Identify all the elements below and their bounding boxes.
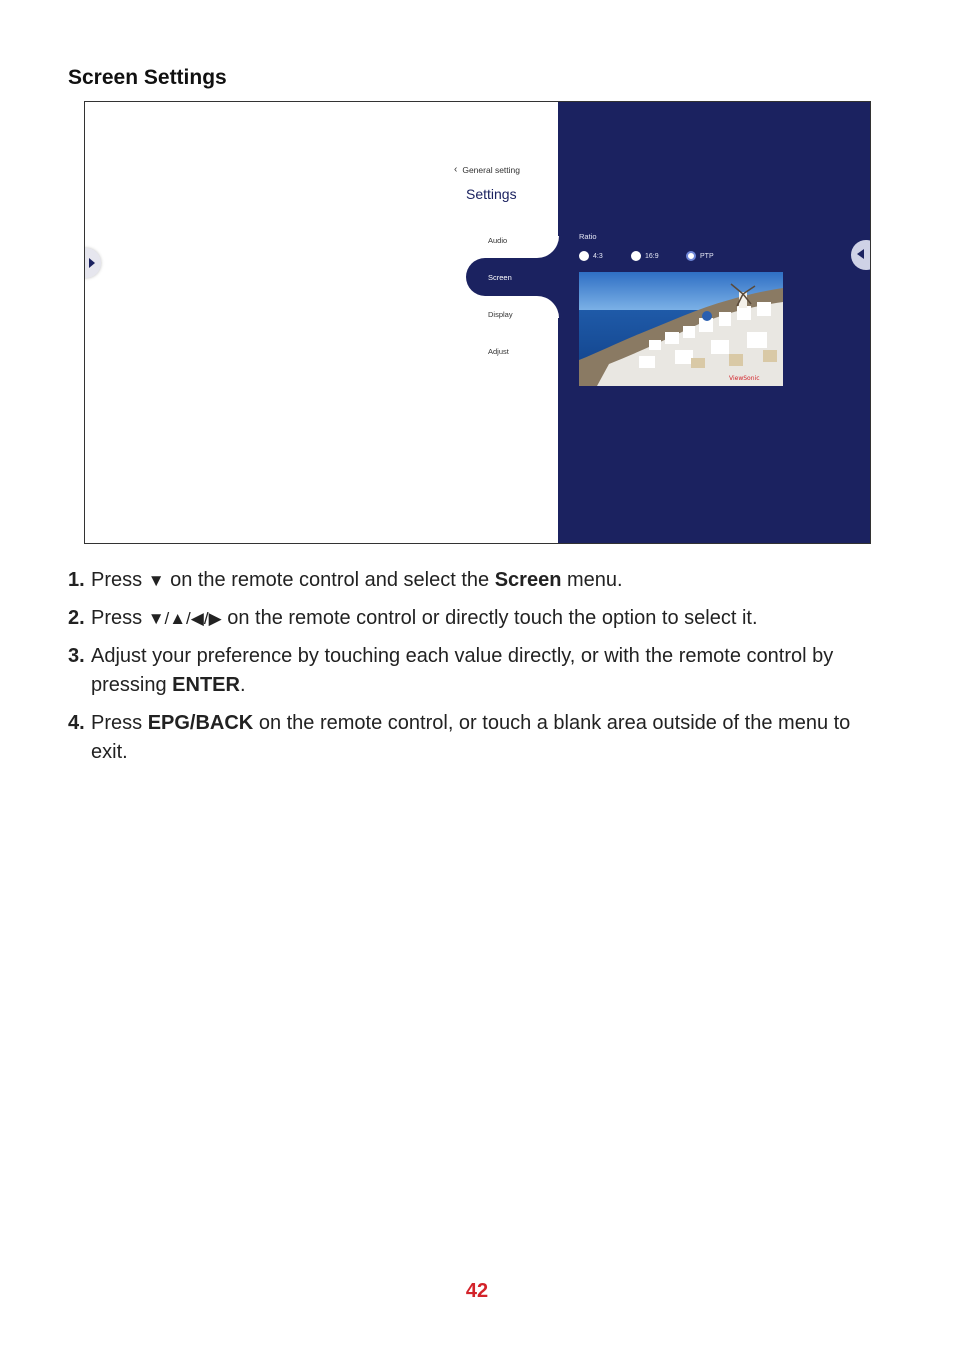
play-left-icon [857, 249, 864, 259]
instruction-steps [68, 566, 888, 776]
step-4 [68, 709, 888, 767]
step-text: menu. [561, 569, 623, 591]
step-1 [68, 566, 888, 595]
section-title: Screen Settings [68, 66, 227, 89]
santorini-photo [579, 272, 783, 386]
chevron-left-icon: ‹ [454, 164, 458, 175]
arrow-down-icon: ▼ [147, 571, 165, 590]
breadcrumb-label: General setting [462, 165, 520, 175]
menu-item-display[interactable]: Display [488, 310, 513, 319]
menu-item-screen-label: Screen [488, 273, 512, 282]
preview-photo [579, 272, 783, 386]
ratio-option-label: 16:9 [645, 252, 659, 260]
breadcrumb[interactable] [454, 165, 520, 175]
step-text: Press [91, 569, 148, 591]
ratio-option-ptp[interactable] [686, 251, 714, 261]
step-text: on the remote control, or touch a blank area outside of the menu to exit. [91, 712, 851, 763]
menu-item-screen[interactable] [466, 258, 566, 296]
tab-join-top [537, 236, 559, 258]
step-text: . [239, 674, 246, 696]
step-text: Press [91, 712, 148, 734]
step-number: 1. [68, 569, 85, 591]
menu-item-audio[interactable]: Audio [488, 236, 508, 245]
radio-selected-icon [686, 251, 696, 261]
step-number: 4. [68, 712, 85, 734]
ratio-option-label: 4:3 [593, 252, 603, 260]
step-text: Press [91, 607, 148, 629]
step-text: on the remote control and select the [164, 569, 495, 591]
step-2 [68, 604, 888, 633]
step-bold-text: EPG/BACK [147, 712, 254, 734]
step-3 [68, 642, 888, 700]
settings-title: Settings [466, 186, 517, 202]
photo-watermark: ViewSonic [729, 375, 760, 382]
radio-icon [579, 251, 589, 261]
settings-screenshot [84, 101, 871, 544]
radio-icon [631, 251, 641, 261]
left-edge-toggle[interactable] [84, 248, 101, 278]
step-text: Adjust your preference by touching each value directly, or with the remote control by pressing [91, 645, 834, 696]
ratio-option-16-9[interactable] [631, 251, 659, 261]
step-number: 2. [68, 607, 85, 629]
step-text: on the remote control or directly touch the option to select it. [221, 607, 758, 629]
arrow-keys-icon: ▼/▲/◀/▶ [147, 609, 222, 628]
step-bold-text: Screen [494, 569, 562, 591]
ratio-option-4-3[interactable] [579, 251, 603, 261]
ratio-label: Ratio [579, 232, 597, 241]
ratio-option-label: PTP [700, 252, 714, 260]
step-number: 3. [68, 645, 85, 667]
step-bold-text: ENTER [172, 674, 240, 696]
tab-join-bottom [537, 296, 559, 318]
play-right-icon [89, 258, 95, 268]
menu-item-adjust[interactable]: Adjust [488, 347, 509, 356]
page-number: 42 [465, 1280, 489, 1302]
